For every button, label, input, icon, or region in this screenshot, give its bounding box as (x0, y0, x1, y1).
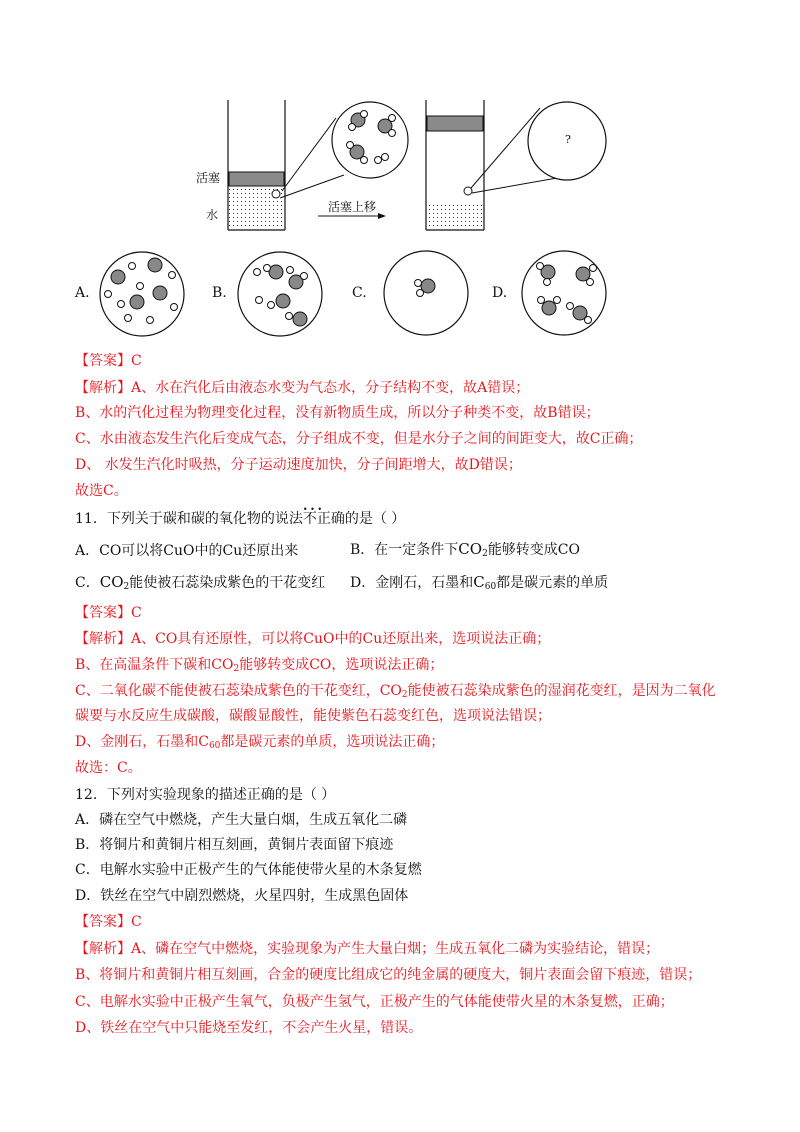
right-cylinder (426, 100, 606, 230)
q12-analysis-c: C、电解水实验中正极产生氧气，负极产生氢气，正极产生的气体能使带火星的木条复燃，正确； (75, 994, 674, 1010)
q12-option-b: B．将铜片和黄铜片相互刻画，黄铜片表面留下痕迹 (75, 837, 394, 853)
q12-stem: 12．下列对实验现象的描述正确的是（ ） (75, 787, 336, 803)
q11-analysis-b: B、在高温条件下碳和$CO_2$能够转变成CO，选项说法正确； (75, 657, 444, 674)
q11-stem (75, 510, 405, 528)
figure-drawing (0, 0, 800, 345)
q11-option-c: C．$CO_2$能使被石蕊染成紫色的干花变红 (75, 573, 326, 592)
option-a-label: A. (75, 285, 90, 301)
piston-label: 活塞 (196, 171, 221, 185)
q11-option-d: D．金刚石，石墨和$C_{60}$都是碳元素的单质 (350, 573, 609, 592)
q10-analysis-d: D、 水发生汽化时吸热，分子运动速度加快，分子间距增大，故D错误； (75, 457, 522, 473)
option-c-label: C. (352, 285, 367, 301)
q12-analysis-d: D、铁丝在空气中只能烧至发红，不会产生火星，错误。 (75, 1020, 423, 1036)
move-label: 活塞上移 (328, 200, 377, 214)
q12-analysis-a: 【解析】A、磷在空气中燃烧，实验现象为产生大量白烟；生成五氧化二磷为实验结论，错误； (75, 941, 660, 957)
q10-analysis-a: 【解析】A、水在汽化后由液态水变为气态水，分子结构不变，故A错误； (75, 380, 530, 396)
q10-conclusion: 故选C。 (75, 483, 128, 499)
left-cylinder (228, 100, 344, 230)
molecule-figure (0, 0, 800, 345)
q11-analysis-a: 【解析】A、CO具有还原性，可以将CuO中的Cu还原出来，选项说法正确； (75, 631, 551, 647)
unknown-label: ? (565, 133, 571, 146)
q11-stem-emphasis: • • • 不正确 (303, 510, 345, 528)
option-d-circle (522, 251, 606, 335)
q11-answer: 【答案】C (75, 605, 142, 621)
option-b-label: B. (212, 285, 227, 301)
option-c-circle (384, 251, 468, 335)
option-a-circle (100, 252, 184, 336)
q12-analysis-b: B、将铜片和黄铜片相互刻画，合金的硬度比组成它的纯金属的硬度大，铜片表面会留下痕迹，错误； (75, 967, 702, 983)
q12-option-a: A．磷在空气中燃烧，产生大量白烟，生成五氧化二磷 (75, 812, 408, 828)
q12-answer: 【答案】C (75, 914, 142, 930)
water-label: 水 (206, 208, 219, 222)
q10-analysis-b: B、水的汽化过程为物理变化过程，没有新物质生成，所以分子种类不变，故B错误； (75, 405, 600, 421)
q12-option-d: D．铁丝在空气中剧烈燃烧，火星四射，生成黑色固体 (75, 888, 409, 904)
q10-answer: 【答案】C (75, 353, 142, 369)
q11-option-a: A．CO可以将CuO中的Cu还原出来 (75, 543, 299, 559)
q11-analysis-c-cont: 碳要与水反应生成碳酸，碳酸显酸性，能使紫色石蕊变红色，选项说法错误； (75, 708, 551, 724)
option-d-label: D. (492, 285, 508, 301)
q11-stem-pre: 11．下列关于碳和碳的氧化物的说法 (75, 511, 303, 527)
q11-option-b: B．在一定条件下$CO_2$能够转变成CO (350, 540, 581, 559)
q11-analysis-d: D、金刚石，石墨和$C_{60}$都是碳元素的单质，选项说法正确； (75, 734, 445, 751)
q11-conclusion: 故选：C。 (75, 760, 142, 776)
q10-analysis-c: C、水由液态发生汽化后变成气态，分子组成不变，但是水分子之间的间距变大，故C正确； (75, 431, 643, 447)
zoom-circle-water (332, 102, 408, 178)
q12-option-c: C．电解水实验中正极产生的气体能使带火星的木条复燃 (75, 862, 422, 878)
q11-analysis-c: C、二氧化碳不能使被石蕊染成紫色的干花变红，$CO_2$能使被石蕊染成紫色的湿润花变红，是因为二氧化 (75, 683, 716, 700)
option-b-circle (238, 252, 322, 336)
q11-stem-post: 的是（ ） (344, 511, 406, 527)
